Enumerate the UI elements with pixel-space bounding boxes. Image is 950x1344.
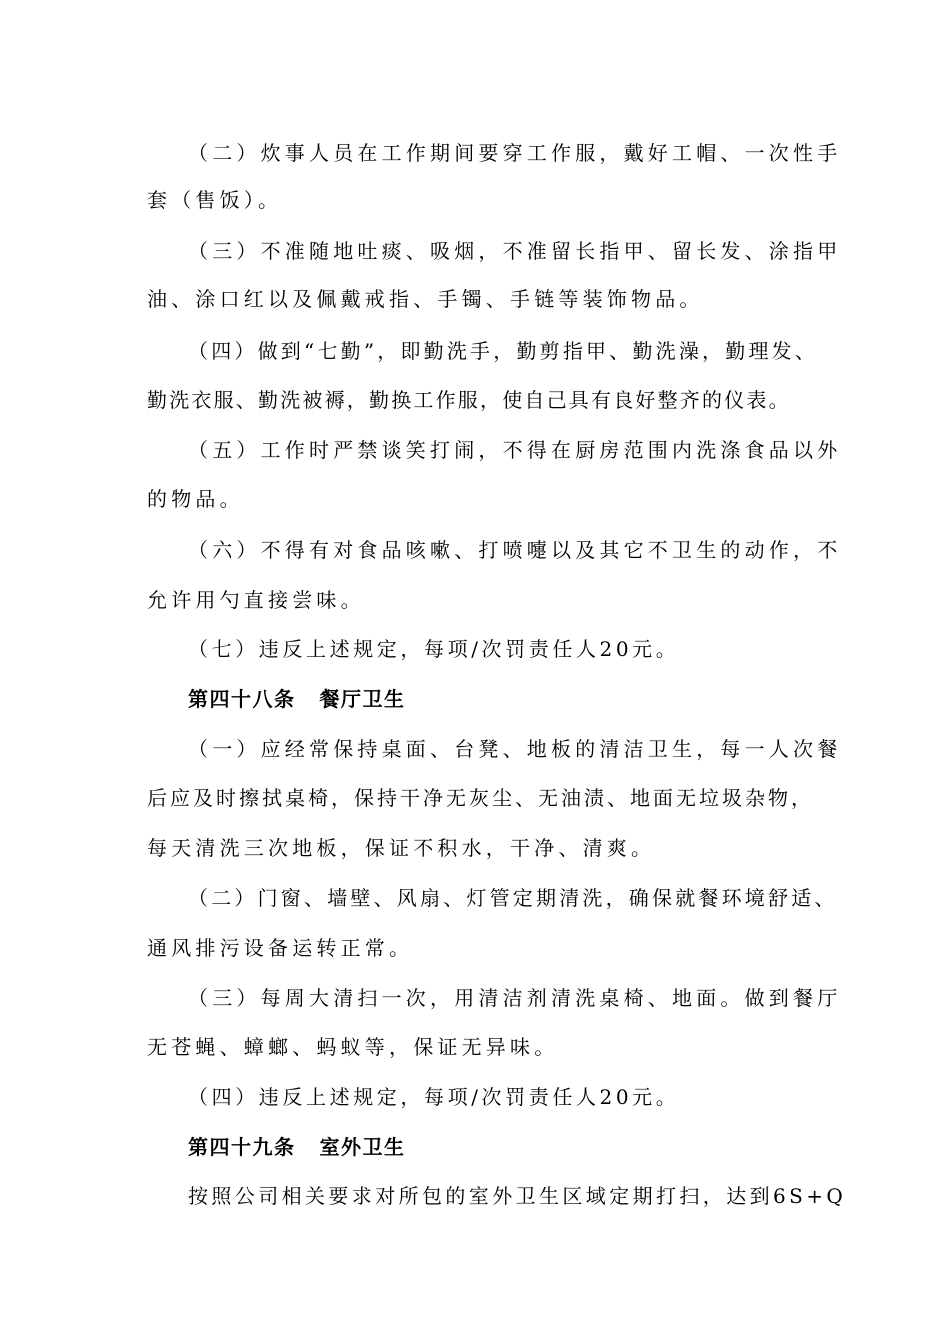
paragraph-line: 按照公司相关要求对所包的室外卫生区域定期打扫，达到6S+Q xyxy=(188,1184,847,1208)
article-49-heading xyxy=(188,1135,406,1159)
paragraph-line: （三）每周大清扫一次，用清洁剂清洗桌椅、地面。做到餐厅 xyxy=(188,986,842,1010)
paragraph-line: （四）违反上述规定，每项/次罚责任人20元。 xyxy=(188,1085,680,1109)
paragraph-line: 允许用勺直接尝味。 xyxy=(147,588,365,612)
paragraph-line: 套（售饭）。 xyxy=(147,188,283,212)
paragraph-line: 后应及时擦拭桌椅，保持干净无灰尘、无油渍、地面无垃圾杂物， xyxy=(147,786,814,810)
paragraph-line: 每天清洗三次地板，保证不积水，干净、清爽。 xyxy=(147,836,656,860)
paragraph-line: （三）不准随地吐痰、吸烟，不准留长指甲、留长发、涂指甲 xyxy=(188,239,842,263)
article-49-title: 室外卫生 xyxy=(319,1135,406,1159)
article-49-number: 第四十九条 xyxy=(188,1135,296,1159)
paragraph-line: （四）做到“七勤”，即勤洗手，勤剪指甲、勤洗澡，勤理发、 xyxy=(188,339,819,363)
paragraph-line: 的物品。 xyxy=(147,487,244,511)
paragraph-line: （六）不得有对食品咳嗽、打喷嚏以及其它不卫生的动作，不 xyxy=(188,538,842,562)
paragraph-line: （一）应经常保持桌面、台凳、地板的清洁卫生，每一人次餐 xyxy=(188,737,842,761)
paragraph-line: （二）门窗、墙壁、风扇、灯管定期清洗，确保就餐环境舒适、 xyxy=(188,886,838,910)
paragraph-line: （二）炊事人员在工作期间要穿工作服，戴好工帽、一次性手 xyxy=(188,141,842,165)
paragraph-line: （七）违反上述规定，每项/次罚责任人20元。 xyxy=(188,637,680,661)
article-48-number: 第四十八条 xyxy=(188,687,296,711)
article-48-heading xyxy=(188,687,406,711)
article-48-title: 餐厅卫生 xyxy=(319,687,406,711)
paragraph-line: 油、涂口红以及佩戴戒指、手镯、手链等装饰物品。 xyxy=(147,287,704,311)
paragraph-line: 勤洗衣服、勤洗被褥，勤换工作服，使自己具有良好整齐的仪表。 xyxy=(147,388,791,412)
paragraph-line: （五）工作时严禁谈笑打闹，不得在厨房范围内洗涤食品以外 xyxy=(188,438,842,462)
paragraph-line: 无苍蝇、蟑螂、蚂蚁等，保证无异味。 xyxy=(147,1035,559,1059)
paragraph-line: 通风排污设备运转正常。 xyxy=(147,936,414,960)
